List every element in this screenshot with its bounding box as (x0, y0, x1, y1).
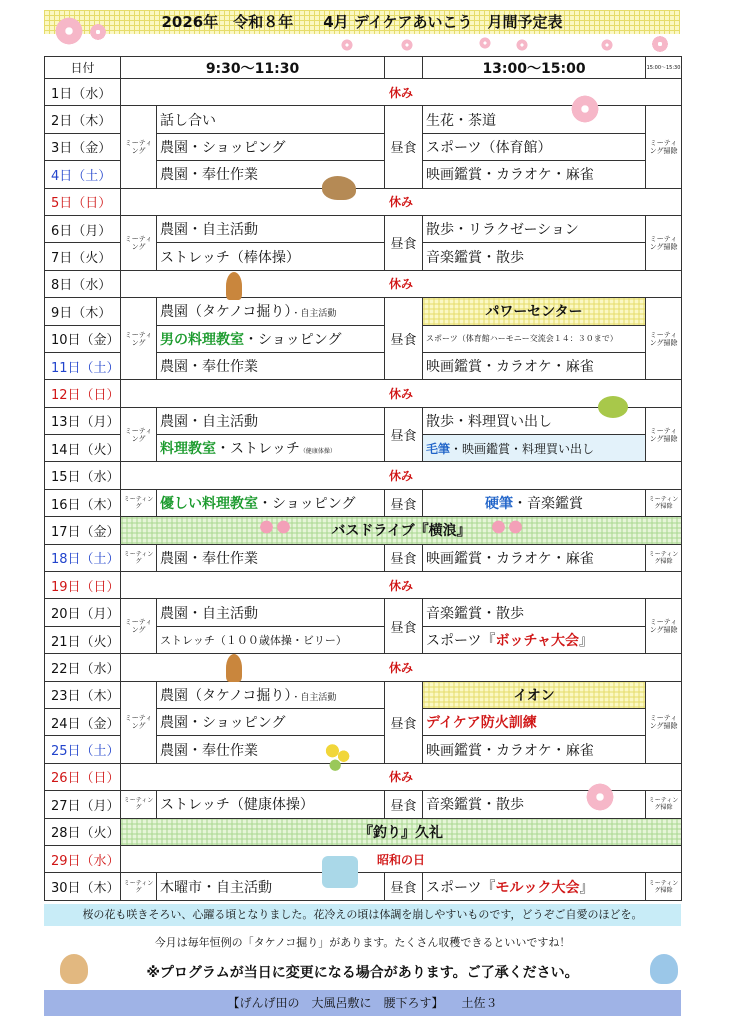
date-cell: 9日（木） (45, 298, 121, 325)
afternoon-event: イオン (423, 681, 646, 708)
afternoon-activity: 映画鑑賞・カラオケ・麻雀 (423, 544, 646, 571)
morning-activity: ストレッチ（１００歳体操・ビリー） (157, 626, 385, 653)
lunch-label: 昼食 (385, 407, 423, 462)
date-cell: 16日（木） (45, 489, 121, 516)
page-title: 2026年 令和８年 4月 デイケアあいこう 月間予定表 (44, 10, 680, 34)
afternoon-activity: 硬筆・音楽鑑賞 (423, 489, 646, 516)
sakura-icon (583, 780, 617, 814)
morning-activity: 農園・ショッピング (157, 708, 385, 735)
morning-activity: 木曜市・自主活動 (157, 873, 385, 900)
date-cell: 13日（月） (45, 407, 121, 434)
date-cell: 24日（金） (45, 708, 121, 735)
seasonal-message: 桜の花も咲きそろい、心躍る頃となりました。花冷えの頃は体調を崩しやすいものです，どうぞご自愛のほどを。 (44, 904, 681, 926)
meeting-cleaning-label: ミーティング掃除 (646, 681, 682, 763)
meeting-label: ミーティング (121, 106, 157, 188)
morning-activity: 農園・奉仕作業 (157, 544, 385, 571)
haiku-bar: 【げんげ田の 大風呂敷に 腰下ろす】 土佐３ (44, 990, 681, 1016)
morning-activity: 農園・自主活動 (157, 407, 385, 434)
morning-activity: 優しい料理教室・ショッピング (157, 489, 385, 516)
morning-activity: 男の料理教室・ショッピング (157, 325, 385, 352)
date-cell: 25日（土） (45, 736, 121, 763)
off-day: 休み (121, 270, 682, 297)
afternoon-activity: スポーツ（体育館） (423, 133, 646, 160)
white-eye-bird-icon (598, 396, 628, 418)
small-time-header: 15:00～15:30 (646, 57, 682, 79)
date-cell: 23日（木） (45, 681, 121, 708)
tulip-icon (490, 519, 524, 539)
bear-icon (60, 954, 88, 984)
off-day: 休み (121, 654, 682, 681)
lunch-label: 昼食 (385, 298, 423, 380)
showa-day-truck-icon (322, 856, 358, 888)
sakura-icon (88, 22, 108, 42)
tulip-icon (258, 519, 292, 539)
morning-activity: 農園・ショッピング (157, 133, 385, 160)
morning-activity: 農園・奉仕作業 (157, 352, 385, 379)
event-day: バスドライブ『横浪』 (121, 517, 682, 544)
bamboo-message: 今月は毎年恒例の「タケノコ掘り」があります。たくさん収穫できるといいですね！ (154, 936, 571, 949)
date-cell: 2日（木） (45, 106, 121, 133)
meeting-cleaning-label: ミーティング掃除 (646, 873, 682, 900)
sakura-icon (340, 38, 354, 52)
lunch-label: 昼食 (385, 544, 423, 571)
off-day: 休み (121, 763, 682, 790)
meeting-label: ミーティング (121, 544, 157, 571)
morning-activity: 農園・自主活動 (157, 215, 385, 242)
meeting-label: ミーティング (121, 489, 157, 516)
date-cell: 1日（水） (45, 79, 121, 106)
date-cell: 11日（土） (45, 352, 121, 379)
date-cell: 10日（金） (45, 325, 121, 352)
meeting-label: ミーティング (121, 599, 157, 654)
bear-icon (650, 954, 678, 984)
meeting-cleaning-label: ミーティング掃除 (646, 489, 682, 516)
date-cell: 20日（月） (45, 599, 121, 626)
afternoon-activity: 映画鑑賞・カラオケ・麻雀 (423, 736, 646, 763)
morning-activity: 料理教室・ストレッチ（健康体操） (157, 435, 385, 462)
lunch-label: 昼食 (385, 215, 423, 270)
schedule-table (44, 56, 681, 901)
date-cell: 6日（月） (45, 215, 121, 242)
meeting-cleaning-label: ミーティング掃除 (646, 407, 682, 462)
date-cell: 18日（土） (45, 544, 121, 571)
meeting-label: ミーティング (121, 873, 157, 900)
morning-activity: 農園・奉仕作業 (157, 736, 385, 763)
morning-activity: 農園・自主活動 (157, 599, 385, 626)
date-cell: 21日（火） (45, 626, 121, 653)
date-cell: 4日（土） (45, 161, 121, 188)
date-header: 日付 (45, 57, 121, 79)
afternoon-activity: 散歩・料理買い出し (423, 407, 646, 434)
off-day: 休み (121, 79, 682, 106)
off-day: 休み (121, 188, 682, 215)
afternoon-activity: 散歩・リラクゼーション (423, 215, 646, 242)
meeting-label: ミーティング (121, 791, 157, 818)
date-cell: 19日（日） (45, 572, 121, 599)
meeting-label: ミーティング (121, 681, 157, 763)
date-cell: 5日（日） (45, 188, 121, 215)
event-day: 『釣り』久礼 (121, 818, 682, 845)
morning-activity: ストレッチ（健康体操） (157, 791, 385, 818)
date-cell: 22日（水） (45, 654, 121, 681)
rapeseed-flower-icon (324, 740, 352, 776)
afternoon-activity: デイケア防火訓練 (423, 708, 646, 735)
afternoon-activity: 毛筆・映画鑑賞・料理買い出し (423, 435, 646, 462)
meeting-cleaning-label: ミーティング掃除 (646, 106, 682, 188)
date-cell: 17日（金） (45, 517, 121, 544)
afternoon-activity: 音楽鑑賞・散歩 (423, 791, 646, 818)
lunch-label: 昼食 (385, 599, 423, 654)
morning-activity: ストレッチ（棒体操） (157, 243, 385, 270)
morning-header: 9:30～11:30 (121, 57, 385, 79)
afternoon-header: 13:00～15:00 (423, 57, 646, 79)
afternoon-activity: スポーツ（体育館ハーモニー交流会１４：３０まで） (423, 325, 646, 352)
afternoon-activity: 音楽鑑賞・散歩 (423, 243, 646, 270)
afternoon-activity: 映画鑑賞・カラオケ・麻雀 (423, 352, 646, 379)
meeting-cleaning-label: ミーティング掃除 (646, 599, 682, 654)
bamboo-shoot-icon (226, 272, 242, 300)
morning-activity: 農園・奉仕作業 (157, 161, 385, 188)
bamboo-shoot-icon (226, 654, 242, 682)
off-day: 休み (121, 462, 682, 489)
afternoon-activity: 映画鑑賞・カラオケ・麻雀 (423, 161, 646, 188)
date-cell: 14日（火） (45, 435, 121, 462)
meeting-label: ミーティング (121, 407, 157, 462)
lunch-label: 昼食 (385, 106, 423, 188)
meeting-label: ミーティング (121, 215, 157, 270)
morning-activity: 農園（タケノコ掘り）・自主活動 (157, 298, 385, 325)
sakura-icon (600, 38, 614, 52)
date-cell: 28日（火） (45, 818, 121, 845)
date-cell: 26日（日） (45, 763, 121, 790)
afternoon-activity: 生花・茶道 (423, 106, 646, 133)
sparrow-icon (322, 176, 356, 200)
date-cell: 30日（木） (45, 873, 121, 900)
afternoon-activity: 音楽鑑賞・散歩 (423, 599, 646, 626)
meeting-cleaning-label: ミーティング掃除 (646, 544, 682, 571)
date-cell: 29日（水） (45, 845, 121, 872)
lunch-label: 昼食 (385, 489, 423, 516)
sakura-icon (52, 14, 86, 48)
date-cell: 7日（火） (45, 243, 121, 270)
afternoon-activity: スポーツ『モルック大会』 (423, 873, 646, 900)
lunch-label: 昼食 (385, 873, 423, 900)
sakura-icon (478, 36, 492, 50)
meeting-cleaning-label: ミーティング掃除 (646, 215, 682, 270)
date-cell: 8日（水） (45, 270, 121, 297)
date-cell: 27日（月） (45, 791, 121, 818)
meeting-cleaning-label: ミーティング掃除 (646, 298, 682, 380)
afternoon-event: パワーセンター (423, 298, 646, 325)
sakura-icon (515, 38, 529, 52)
holiday: 昭和の日 (121, 845, 682, 872)
date-cell: 15日（水） (45, 462, 121, 489)
off-day: 休み (121, 380, 682, 407)
afternoon-activity: スポーツ『ボッチャ大会』 (423, 626, 646, 653)
date-cell: 3日（金） (45, 133, 121, 160)
change-notice: ※プログラムが当日に変更になる場合があります。ご了承ください。 (146, 965, 579, 981)
off-day: 休み (121, 572, 682, 599)
meeting-label: ミーティング (121, 298, 157, 380)
date-cell: 12日（日） (45, 380, 121, 407)
morning-activity: 話し合い (157, 106, 385, 133)
lunch-label: 昼食 (385, 791, 423, 818)
sakura-icon (568, 92, 602, 126)
meeting-cleaning-label: ミーティング掃除 (646, 791, 682, 818)
lunch-label: 昼食 (385, 681, 423, 763)
sakura-icon (400, 38, 414, 52)
sakura-icon (650, 34, 670, 54)
morning-activity: 農園（タケノコ掘り）・自主活動 (157, 681, 385, 708)
